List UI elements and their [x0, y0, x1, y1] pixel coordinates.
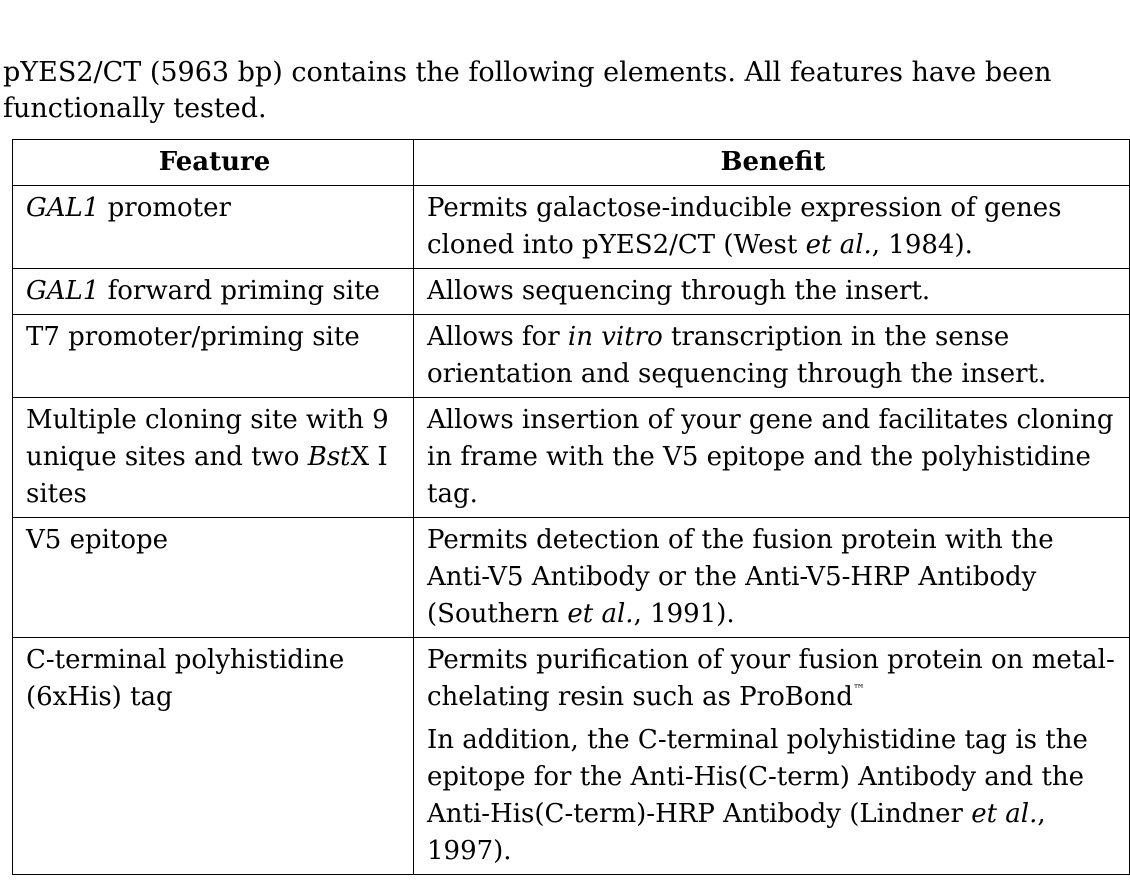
feature-cell	[13, 186, 414, 269]
text-run: , 1991).	[633, 599, 735, 629]
benefit-cell	[414, 186, 1130, 269]
text-run: Permits galactose-inducible expression of genes cloned into pYES2/CT (West	[427, 193, 1062, 260]
benefit-paragraph	[427, 190, 1119, 264]
text-run: promoter	[99, 193, 231, 223]
text-run: Permits purification of your fusion protein on metal-chelating resin such as ProBond	[427, 645, 1115, 712]
benefit-cell	[414, 638, 1130, 875]
features-table	[12, 139, 1130, 875]
benefit-paragraph	[427, 402, 1119, 513]
text-run: Multiple cloning site with 9 unique sites and two	[26, 405, 389, 472]
feature-cell	[13, 315, 414, 398]
text-run: forward priming site	[99, 276, 380, 306]
table-row	[13, 315, 1130, 398]
benefit-cell	[414, 315, 1130, 398]
benefit-cell	[414, 398, 1130, 518]
citation-et-al: et al.	[805, 230, 872, 260]
header-benefit: Benefit	[414, 140, 1130, 186]
table-header-row	[13, 140, 1130, 186]
gene-name: GAL1	[26, 276, 100, 306]
trademark-symbol: ™	[852, 682, 865, 696]
text-run: In addition, the C-terminal polyhistidine tag is the epitope for the Anti-His(C-term) Antibody and the Anti-His(C-term)-HRP Antibody (Lindner	[427, 725, 1088, 829]
feature-cell	[13, 269, 414, 315]
feature-cell	[13, 398, 414, 518]
table-row	[13, 186, 1130, 269]
text-run: C-terminal polyhistidine (6xHis) tag	[26, 645, 345, 712]
text-run: transcription in the sense orientation and sequencing through the insert.	[427, 322, 1047, 389]
text-run: Permits detection of the fusion protein with the Anti-V5 Antibody or the Anti-V5-HRP Antibody (Southern	[427, 525, 1054, 629]
text-run: X I sites	[26, 442, 388, 509]
text-run: Allows sequencing through the insert.	[427, 276, 931, 306]
text-run: T7 promoter/priming site	[26, 322, 360, 352]
benefit-paragraph	[427, 522, 1119, 633]
benefit-paragraph	[427, 722, 1119, 870]
feature-cell	[13, 638, 414, 875]
table-row	[13, 638, 1130, 875]
text-run: ,	[1037, 799, 1046, 829]
table-row	[13, 269, 1130, 315]
benefit-cell	[414, 518, 1130, 638]
text-run: , 1984).	[871, 230, 973, 260]
feature-cell	[13, 518, 414, 638]
enzyme-name: Bst	[307, 442, 351, 472]
table-row	[13, 398, 1130, 518]
gene-name: GAL1	[26, 193, 100, 223]
citation-et-al: et al.	[567, 599, 634, 629]
intro-paragraph: pYES2/CT (5963 bp) contains the following elements. All features have been functionally tested.	[3, 57, 1052, 124]
benefit-paragraph	[427, 273, 1119, 310]
benefit-cell	[414, 269, 1130, 315]
citation-et-al: et al.	[971, 799, 1038, 829]
text-run: Allows insertion of your gene and facilitates cloning in frame with the V5 epitope and the polyhistidine tag.	[427, 405, 1114, 509]
text-run: Allows for	[427, 322, 568, 352]
text-run: 1997).	[427, 836, 512, 866]
italic-term: in vitro	[567, 322, 663, 352]
text-run: V5 epitope	[26, 525, 169, 555]
benefit-paragraph	[427, 642, 1119, 716]
header-feature: Feature	[13, 140, 414, 186]
benefit-paragraph	[427, 319, 1119, 393]
table-row	[13, 518, 1130, 638]
